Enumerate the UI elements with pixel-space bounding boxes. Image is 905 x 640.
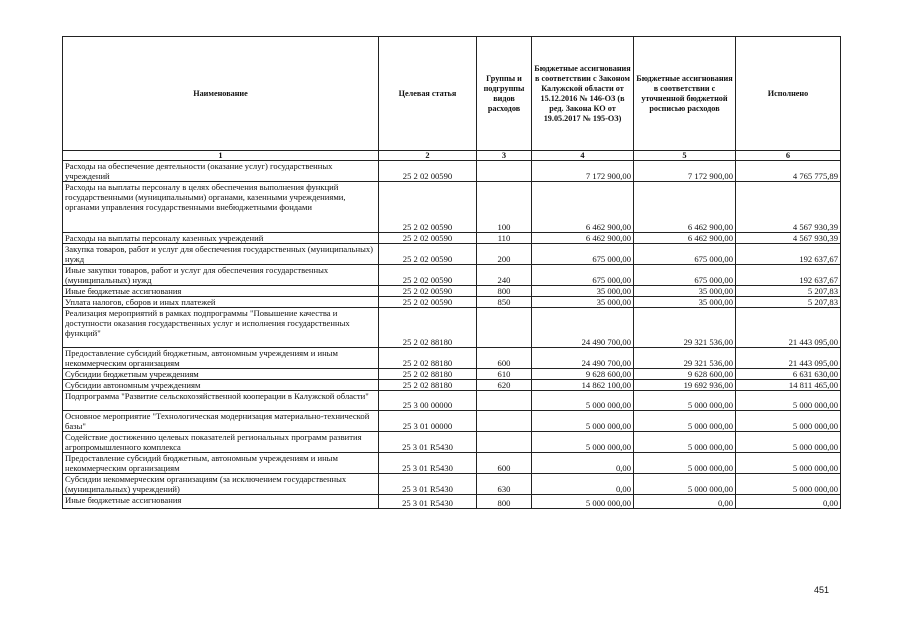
row-executed: 5 000 000,00 [736,432,841,453]
row-name: Иные бюджетные ассигнования [63,286,379,297]
row-budget-refined: 7 172 900,00 [634,161,736,182]
column-index-row [63,151,841,161]
table-row [63,495,841,509]
table-row [63,453,841,474]
row-budget-law: 24 490 700,00 [532,308,634,348]
row-group-code: 850 [477,297,532,308]
row-target-code: 25 2 02 88180 [379,348,477,369]
row-budget-refined: 29 321 536,00 [634,308,736,348]
row-target-code: 25 2 02 88180 [379,308,477,348]
row-executed: 5 000 000,00 [736,453,841,474]
row-name: Уплата налогов, сборов и иных платежей [63,297,379,308]
table-row [63,411,841,432]
row-budget-law: 5 000 000,00 [532,495,634,509]
budget-table [62,36,841,509]
row-budget-refined: 5 000 000,00 [634,432,736,453]
row-target-code: 25 3 01 R5430 [379,495,477,509]
table-row [63,369,841,380]
row-group-code: 240 [477,265,532,286]
header-executed: Исполнено [736,37,841,151]
table-row [63,391,841,411]
row-budget-refined: 5 000 000,00 [634,391,736,411]
row-name: Подпрограмма "Развитие сельскохозяйственной кооперации в Калужской области" [63,391,379,411]
row-target-code: 25 2 02 00590 [379,286,477,297]
table-row [63,308,841,348]
row-budget-refined: 29 321 536,00 [634,348,736,369]
row-name: Основное мероприятие "Технологическая модернизация материально-технической базы" [63,411,379,432]
row-budget-refined: 35 000,00 [634,286,736,297]
row-group-code: 600 [477,348,532,369]
row-name: Иные закупки товаров, работ и услуг для обеспечения государственных (муниципальных) нужд [63,265,379,286]
row-group-code: 610 [477,369,532,380]
row-target-code: 25 2 02 00590 [379,161,477,182]
row-group-code: 100 [477,182,532,233]
row-group-code: 200 [477,244,532,265]
row-target-code: 25 3 01 R5430 [379,432,477,453]
header-budget-refined: Бюджетные ассигнования в соответствии с уточненной бюджетной росписью расходов [634,37,736,151]
header-budget-law: Бюджетные ассигнования в соответствии с Законом Калужской области от 15.12.2016 № 146-ОЗ (в ред. Закона КО от 19.05.2017 № 195-ОЗ) [532,37,634,151]
row-target-code: 25 2 02 00590 [379,297,477,308]
header-target-article: Целевая статья [379,37,477,151]
row-executed: 5 000 000,00 [736,411,841,432]
row-target-code: 25 2 02 00590 [379,233,477,244]
page-number: 451 [814,585,830,595]
table-row [63,265,841,286]
row-group-code: 620 [477,380,532,391]
row-budget-law: 0,00 [532,474,634,495]
row-name: Содействие достижению целевых показателей региональных программ развития агропромышленного комплекса [63,432,379,453]
row-budget-refined: 675 000,00 [634,244,736,265]
row-budget-law: 5 000 000,00 [532,411,634,432]
row-target-code: 25 3 01 R5430 [379,453,477,474]
row-executed: 4 567 930,39 [736,182,841,233]
row-group-code: 630 [477,474,532,495]
row-name: Расходы на обеспечение деятельности (оказание услуг) государственных учреждений [63,161,379,182]
row-budget-refined: 6 462 900,00 [634,233,736,244]
table-row [63,244,841,265]
row-executed: 5 000 000,00 [736,474,841,495]
row-target-code: 25 2 02 00590 [379,265,477,286]
row-executed: 21 443 095,00 [736,348,841,369]
row-name: Расходы на выплаты персоналу в целях обеспечения выполнения функций государственными (муниципальными) органами, казенными учреждениями, органами управления государственными внебюджетными фондами [63,182,379,233]
row-budget-law: 675 000,00 [532,265,634,286]
table-body [63,161,841,509]
table-row [63,432,841,453]
row-group-code [477,391,532,411]
row-target-code: 25 3 01 00000 [379,411,477,432]
row-target-code: 25 3 01 R5430 [379,474,477,495]
row-budget-refined: 5 000 000,00 [634,411,736,432]
row-budget-law: 35 000,00 [532,297,634,308]
column-index: 2 [379,151,477,161]
row-executed: 0,00 [736,495,841,509]
column-index: 1 [63,151,379,161]
row-executed: 192 637,67 [736,244,841,265]
row-executed: 5 000 000,00 [736,391,841,411]
row-budget-law: 675 000,00 [532,244,634,265]
row-target-code: 25 2 02 88180 [379,369,477,380]
row-executed: 5 207,83 [736,286,841,297]
row-budget-refined: 5 000 000,00 [634,474,736,495]
table-row [63,286,841,297]
table-row [63,380,841,391]
row-group-code: 110 [477,233,532,244]
row-budget-law: 35 000,00 [532,286,634,297]
row-name: Предоставление субсидий бюджетным, автономным учреждениям и иным некоммерческим организациям [63,453,379,474]
row-group-code: 800 [477,495,532,509]
table-row [63,297,841,308]
row-group-code [477,308,532,348]
row-target-code: 25 2 02 00590 [379,182,477,233]
row-name: Субсидии некоммерческим организациям (за исключением государственных (муниципальных) учреждений) [63,474,379,495]
row-budget-refined: 675 000,00 [634,265,736,286]
row-executed: 5 207,83 [736,297,841,308]
row-name: Расходы на выплаты персоналу казенных учреждений [63,233,379,244]
table-row [63,161,841,182]
table-row [63,233,841,244]
row-budget-law: 5 000 000,00 [532,391,634,411]
row-executed: 4 765 775,89 [736,161,841,182]
row-budget-law: 6 462 900,00 [532,182,634,233]
row-budget-law: 14 862 100,00 [532,380,634,391]
row-group-code: 600 [477,453,532,474]
column-index: 4 [532,151,634,161]
row-budget-law: 9 628 600,00 [532,369,634,380]
row-group-code [477,411,532,432]
row-name: Иные бюджетные ассигнования [63,495,379,509]
row-budget-law: 7 172 900,00 [532,161,634,182]
row-name: Субсидии автономным учреждениям [63,380,379,391]
row-budget-refined: 5 000 000,00 [634,453,736,474]
row-group-code: 800 [477,286,532,297]
row-group-code [477,161,532,182]
row-executed: 21 443 095,00 [736,308,841,348]
row-executed: 4 567 930,39 [736,233,841,244]
row-budget-law: 6 462 900,00 [532,233,634,244]
row-budget-refined: 6 462 900,00 [634,182,736,233]
row-name: Закупка товаров, работ и услуг для обеспечения государственных (муниципальных) нужд [63,244,379,265]
row-name: Предоставление субсидий бюджетным, автономным учреждениям и иным некоммерческим организациям [63,348,379,369]
table-row [63,348,841,369]
table-row [63,182,841,233]
table-header-row [63,37,841,151]
row-executed: 6 631 630,00 [736,369,841,380]
row-executed: 192 637,67 [736,265,841,286]
row-budget-law: 5 000 000,00 [532,432,634,453]
table-row [63,474,841,495]
column-index: 3 [477,151,532,161]
row-budget-refined: 35 000,00 [634,297,736,308]
column-index: 5 [634,151,736,161]
budget-report-sheet [62,36,840,509]
row-name: Реализация мероприятий в рамках подпрограммы "Повышение качества и доступности оказания государственных услуг и исполнения государственных функций" [63,308,379,348]
header-name: Наименование [63,37,379,151]
row-target-code: 25 2 02 00590 [379,244,477,265]
row-budget-law: 0,00 [532,453,634,474]
row-budget-refined: 0,00 [634,495,736,509]
row-name: Субсидии бюджетным учреждениям [63,369,379,380]
row-budget-refined: 19 692 936,00 [634,380,736,391]
row-group-code [477,432,532,453]
row-budget-law: 24 490 700,00 [532,348,634,369]
row-budget-refined: 9 628 600,00 [634,369,736,380]
row-executed: 14 811 465,00 [736,380,841,391]
row-target-code: 25 2 02 88180 [379,380,477,391]
column-index: 6 [736,151,841,161]
row-target-code: 25 3 00 00000 [379,391,477,411]
header-expense-groups: Группы и подгруппы видов расходов [477,37,532,151]
